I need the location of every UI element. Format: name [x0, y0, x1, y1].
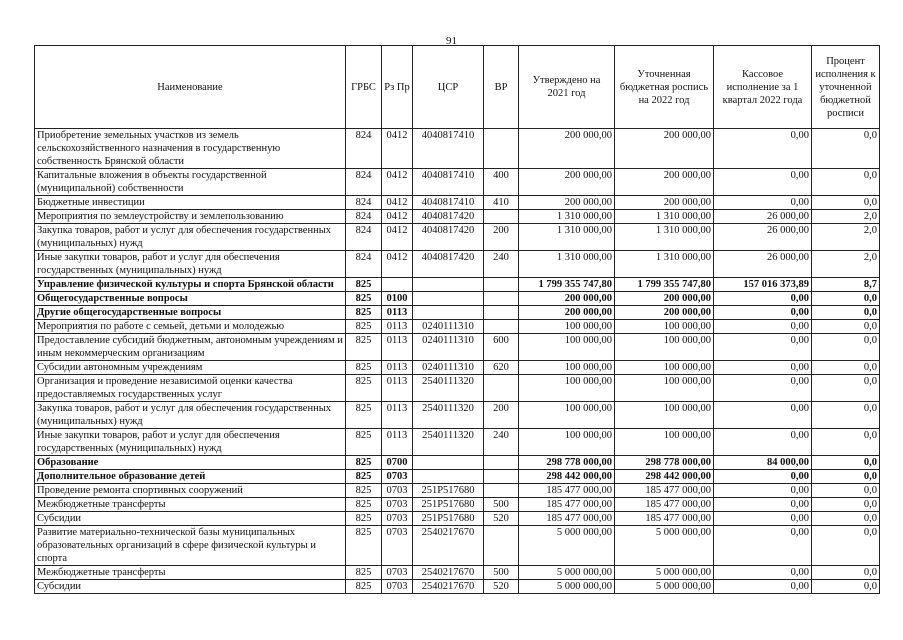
cell-percent: 0,0	[812, 429, 880, 456]
cell-rzpr: 0412	[382, 251, 413, 278]
cell-rzpr: 0412	[382, 129, 413, 169]
table-row	[35, 470, 880, 484]
cell-vr: 520	[484, 512, 519, 526]
cell-rzpr: 0703	[382, 470, 413, 484]
cell-csr	[413, 470, 484, 484]
table-row	[35, 526, 880, 566]
cell-csr: 2540111320	[413, 402, 484, 429]
cell-vr	[484, 210, 519, 224]
cell-percent: 0,0	[812, 375, 880, 402]
cell-csr: 4040817410	[413, 129, 484, 169]
cell-percent: 0,0	[812, 196, 880, 210]
cell-approved: 100 000,00	[519, 320, 615, 334]
cell-approved: 185 477 000,00	[519, 484, 615, 498]
cell-grbs: 824	[346, 169, 382, 196]
cell-grbs: 824	[346, 196, 382, 210]
cell-csr: 251P517680	[413, 512, 484, 526]
cell-grbs: 825	[346, 484, 382, 498]
cell-rzpr	[382, 278, 413, 292]
cell-rzpr: 0412	[382, 224, 413, 251]
cell-vr: 200	[484, 402, 519, 429]
cell-grbs: 825	[346, 498, 382, 512]
table-row	[35, 129, 880, 169]
cell-rzpr: 0412	[382, 169, 413, 196]
cell-name: Развитие материально-технической базы муниципальных образовательных организаций в сфере физической культуры и спорта	[35, 526, 346, 566]
cell-csr: 4040817420	[413, 251, 484, 278]
cell-rzpr: 0412	[382, 210, 413, 224]
cell-name: Приобретение земельных участков из земель сельскохозяйственного назначения в государственную собственность Брянской области	[35, 129, 346, 169]
cell-approved: 200 000,00	[519, 129, 615, 169]
cell-vr	[484, 470, 519, 484]
cell-rzpr: 0703	[382, 484, 413, 498]
cell-name: Управление физической культуры и спорта Брянской области	[35, 278, 346, 292]
cell-name: Субсидии	[35, 580, 346, 594]
cell-csr	[413, 456, 484, 470]
cell-csr: 0240111310	[413, 320, 484, 334]
cell-name: Образование	[35, 456, 346, 470]
cell-vr: 400	[484, 169, 519, 196]
table-row	[35, 169, 880, 196]
cell-vr: 600	[484, 334, 519, 361]
cell-name: Организация и проведение независимой оценки качества предоставляемых государственных услуг	[35, 375, 346, 402]
cell-csr: 2540217670	[413, 526, 484, 566]
cell-csr: 4040817420	[413, 210, 484, 224]
cell-rzpr: 0703	[382, 498, 413, 512]
table-row	[35, 580, 880, 594]
cell-grbs: 825	[346, 306, 382, 320]
cell-approved: 100 000,00	[519, 429, 615, 456]
cell-approved: 5 000 000,00	[519, 526, 615, 566]
cell-refined: 5 000 000,00	[615, 526, 714, 566]
cell-percent: 0,0	[812, 169, 880, 196]
cell-refined: 100 000,00	[615, 320, 714, 334]
cell-refined: 5 000 000,00	[615, 580, 714, 594]
cell-grbs: 824	[346, 251, 382, 278]
page-number: 91	[446, 35, 457, 47]
cell-name: Предоставление субсидий бюджетным, автономным учреждениям и иным некоммерческим организациям	[35, 334, 346, 361]
cell-vr: 410	[484, 196, 519, 210]
cell-rzpr: 0113	[382, 306, 413, 320]
budget-table	[34, 45, 880, 594]
cell-vr: 500	[484, 566, 519, 580]
cell-vr	[484, 306, 519, 320]
cell-refined: 100 000,00	[615, 375, 714, 402]
cell-vr: 500	[484, 498, 519, 512]
cell-name: Иные закупки товаров, работ и услуг для обеспечения государственных (муниципальных) нужд	[35, 251, 346, 278]
table-row	[35, 196, 880, 210]
cell-percent: 0,0	[812, 580, 880, 594]
cell-name: Мероприятия по землеустройству и землепользованию	[35, 210, 346, 224]
cell-refined: 1 310 000,00	[615, 251, 714, 278]
cell-approved: 185 477 000,00	[519, 512, 615, 526]
cell-vr	[484, 484, 519, 498]
header-vr: ВР	[484, 46, 519, 129]
table-row	[35, 512, 880, 526]
cell-refined: 100 000,00	[615, 429, 714, 456]
cell-cash: 0,00	[714, 292, 812, 306]
cell-refined: 100 000,00	[615, 402, 714, 429]
cell-cash: 0,00	[714, 429, 812, 456]
cell-cash: 0,00	[714, 334, 812, 361]
cell-name: Мероприятия по работе с семьей, детьми и молодежью	[35, 320, 346, 334]
cell-percent: 0,0	[812, 334, 880, 361]
header-rzpr: Рз Пр	[382, 46, 413, 129]
cell-percent: 0,0	[812, 484, 880, 498]
cell-cash: 26 000,00	[714, 224, 812, 251]
table-row	[35, 278, 880, 292]
cell-cash: 157 016 373,89	[714, 278, 812, 292]
table-row	[35, 429, 880, 456]
cell-approved: 200 000,00	[519, 196, 615, 210]
table-row	[35, 292, 880, 306]
cell-csr: 251P517680	[413, 498, 484, 512]
cell-refined: 200 000,00	[615, 306, 714, 320]
table-row	[35, 402, 880, 429]
header-refined: Уточненная бюджетная роспись на 2022 год	[615, 46, 714, 129]
cell-percent: 0,0	[812, 470, 880, 484]
cell-grbs: 825	[346, 512, 382, 526]
cell-rzpr: 0113	[382, 375, 413, 402]
cell-rzpr: 0113	[382, 320, 413, 334]
cell-cash: 0,00	[714, 169, 812, 196]
cell-percent: 0,0	[812, 402, 880, 429]
cell-refined: 298 442 000,00	[615, 470, 714, 484]
table-row	[35, 224, 880, 251]
cell-approved: 100 000,00	[519, 361, 615, 375]
table-body	[35, 129, 880, 594]
cell-name: Закупка товаров, работ и услуг для обеспечения государственных (муниципальных) нужд	[35, 224, 346, 251]
cell-grbs: 825	[346, 278, 382, 292]
cell-cash: 0,00	[714, 402, 812, 429]
header-approved: Утверждено на 2021 год	[519, 46, 615, 129]
header-percent: Процент исполнения к уточненной бюджетной росписи	[812, 46, 880, 129]
cell-approved: 298 778 000,00	[519, 456, 615, 470]
cell-cash: 0,00	[714, 375, 812, 402]
header-row	[35, 46, 880, 129]
cell-vr: 520	[484, 580, 519, 594]
cell-grbs: 825	[346, 470, 382, 484]
cell-refined: 185 477 000,00	[615, 498, 714, 512]
cell-vr: 240	[484, 251, 519, 278]
cell-cash: 0,00	[714, 470, 812, 484]
cell-refined: 298 778 000,00	[615, 456, 714, 470]
table-row	[35, 320, 880, 334]
cell-cash: 26 000,00	[714, 210, 812, 224]
header-grbs: ГРБС	[346, 46, 382, 129]
cell-name: Проведение ремонта спортивных сооружений	[35, 484, 346, 498]
cell-name: Закупка товаров, работ и услуг для обеспечения государственных (муниципальных) нужд	[35, 402, 346, 429]
cell-name: Другие общегосударственные вопросы	[35, 306, 346, 320]
header-cash: Кассовое исполнение за 1 квартал 2022 года	[714, 46, 812, 129]
table-row	[35, 484, 880, 498]
cell-grbs: 825	[346, 361, 382, 375]
cell-percent: 8,7	[812, 278, 880, 292]
cell-approved: 200 000,00	[519, 169, 615, 196]
cell-approved: 1 310 000,00	[519, 224, 615, 251]
cell-vr: 620	[484, 361, 519, 375]
cell-percent: 0,0	[812, 456, 880, 470]
cell-grbs: 825	[346, 334, 382, 361]
cell-name: Бюджетные инвестиции	[35, 196, 346, 210]
cell-vr	[484, 129, 519, 169]
cell-rzpr: 0703	[382, 566, 413, 580]
cell-approved: 1 799 355 747,80	[519, 278, 615, 292]
cell-grbs: 824	[346, 129, 382, 169]
cell-refined: 200 000,00	[615, 292, 714, 306]
cell-percent: 2,0	[812, 210, 880, 224]
cell-vr	[484, 526, 519, 566]
table-row	[35, 210, 880, 224]
cell-cash: 0,00	[714, 498, 812, 512]
cell-cash: 0,00	[714, 129, 812, 169]
cell-rzpr: 0113	[382, 361, 413, 375]
cell-percent: 0,0	[812, 498, 880, 512]
cell-approved: 100 000,00	[519, 334, 615, 361]
cell-name: Межбюджетные трансферты	[35, 498, 346, 512]
cell-grbs: 824	[346, 224, 382, 251]
cell-rzpr: 0703	[382, 580, 413, 594]
cell-vr	[484, 320, 519, 334]
cell-percent: 0,0	[812, 526, 880, 566]
cell-csr: 251P517680	[413, 484, 484, 498]
cell-cash: 0,00	[714, 306, 812, 320]
cell-rzpr: 0113	[382, 429, 413, 456]
cell-percent: 2,0	[812, 224, 880, 251]
cell-grbs: 825	[346, 320, 382, 334]
cell-cash: 0,00	[714, 196, 812, 210]
cell-approved: 185 477 000,00	[519, 498, 615, 512]
cell-approved: 100 000,00	[519, 402, 615, 429]
cell-cash: 0,00	[714, 580, 812, 594]
cell-vr	[484, 278, 519, 292]
header-name: Наименование	[35, 46, 346, 129]
table-row	[35, 456, 880, 470]
cell-csr: 2540217670	[413, 580, 484, 594]
cell-grbs: 824	[346, 210, 382, 224]
cell-grbs: 825	[346, 456, 382, 470]
cell-percent: 0,0	[812, 292, 880, 306]
cell-approved: 5 000 000,00	[519, 566, 615, 580]
cell-refined: 100 000,00	[615, 361, 714, 375]
cell-refined: 200 000,00	[615, 169, 714, 196]
cell-approved: 200 000,00	[519, 306, 615, 320]
cell-refined: 200 000,00	[615, 196, 714, 210]
cell-name: Иные закупки товаров, работ и услуг для обеспечения государственных (муниципальных) нужд	[35, 429, 346, 456]
cell-grbs: 825	[346, 566, 382, 580]
cell-approved: 298 442 000,00	[519, 470, 615, 484]
cell-csr: 4040817410	[413, 196, 484, 210]
cell-cash: 0,00	[714, 484, 812, 498]
cell-grbs: 825	[346, 580, 382, 594]
cell-cash: 0,00	[714, 320, 812, 334]
cell-refined: 5 000 000,00	[615, 566, 714, 580]
cell-csr: 0240111310	[413, 334, 484, 361]
cell-vr	[484, 375, 519, 402]
cell-cash: 0,00	[714, 512, 812, 526]
cell-approved: 1 310 000,00	[519, 210, 615, 224]
cell-rzpr: 0113	[382, 402, 413, 429]
cell-name: Межбюджетные трансферты	[35, 566, 346, 580]
cell-percent: 0,0	[812, 306, 880, 320]
cell-approved: 1 310 000,00	[519, 251, 615, 278]
cell-percent: 0,0	[812, 361, 880, 375]
cell-refined: 1 310 000,00	[615, 210, 714, 224]
cell-name: Субсидии автономным учреждениям	[35, 361, 346, 375]
cell-refined: 185 477 000,00	[615, 484, 714, 498]
cell-refined: 185 477 000,00	[615, 512, 714, 526]
cell-rzpr: 0703	[382, 512, 413, 526]
table-row	[35, 361, 880, 375]
cell-csr: 0240111310	[413, 361, 484, 375]
header-csr: ЦСР	[413, 46, 484, 129]
cell-vr	[484, 456, 519, 470]
cell-csr: 2540111320	[413, 375, 484, 402]
cell-cash: 84 000,00	[714, 456, 812, 470]
cell-name: Субсидии	[35, 512, 346, 526]
cell-rzpr: 0703	[382, 526, 413, 566]
cell-cash: 0,00	[714, 526, 812, 566]
cell-csr: 2540111320	[413, 429, 484, 456]
cell-vr	[484, 292, 519, 306]
cell-refined: 1 310 000,00	[615, 224, 714, 251]
cell-grbs: 825	[346, 402, 382, 429]
table-row	[35, 566, 880, 580]
cell-csr: 4040817410	[413, 169, 484, 196]
cell-csr	[413, 306, 484, 320]
table-row	[35, 251, 880, 278]
cell-csr	[413, 278, 484, 292]
cell-percent: 0,0	[812, 566, 880, 580]
cell-rzpr: 0700	[382, 456, 413, 470]
cell-percent: 2,0	[812, 251, 880, 278]
table-row	[35, 498, 880, 512]
cell-percent: 0,0	[812, 512, 880, 526]
cell-approved: 200 000,00	[519, 292, 615, 306]
cell-refined: 1 799 355 747,80	[615, 278, 714, 292]
cell-cash: 0,00	[714, 361, 812, 375]
cell-rzpr: 0113	[382, 334, 413, 361]
table-row	[35, 306, 880, 320]
table-row	[35, 375, 880, 402]
cell-name: Дополнительное образование детей	[35, 470, 346, 484]
cell-rzpr: 0100	[382, 292, 413, 306]
cell-csr: 2540217670	[413, 566, 484, 580]
cell-csr	[413, 292, 484, 306]
cell-refined: 100 000,00	[615, 334, 714, 361]
table-row	[35, 334, 880, 361]
cell-cash: 0,00	[714, 566, 812, 580]
cell-approved: 100 000,00	[519, 375, 615, 402]
cell-name: Общегосударственные вопросы	[35, 292, 346, 306]
cell-grbs: 825	[346, 292, 382, 306]
cell-rzpr: 0412	[382, 196, 413, 210]
cell-percent: 0,0	[812, 320, 880, 334]
cell-approved: 5 000 000,00	[519, 580, 615, 594]
cell-csr: 4040817420	[413, 224, 484, 251]
cell-cash: 26 000,00	[714, 251, 812, 278]
cell-vr: 240	[484, 429, 519, 456]
cell-grbs: 825	[346, 375, 382, 402]
cell-name: Капитальные вложения в объекты государственной (муниципальной) собственности	[35, 169, 346, 196]
cell-grbs: 825	[346, 526, 382, 566]
cell-vr: 200	[484, 224, 519, 251]
cell-refined: 200 000,00	[615, 129, 714, 169]
cell-grbs: 825	[346, 429, 382, 456]
cell-percent: 0,0	[812, 129, 880, 169]
